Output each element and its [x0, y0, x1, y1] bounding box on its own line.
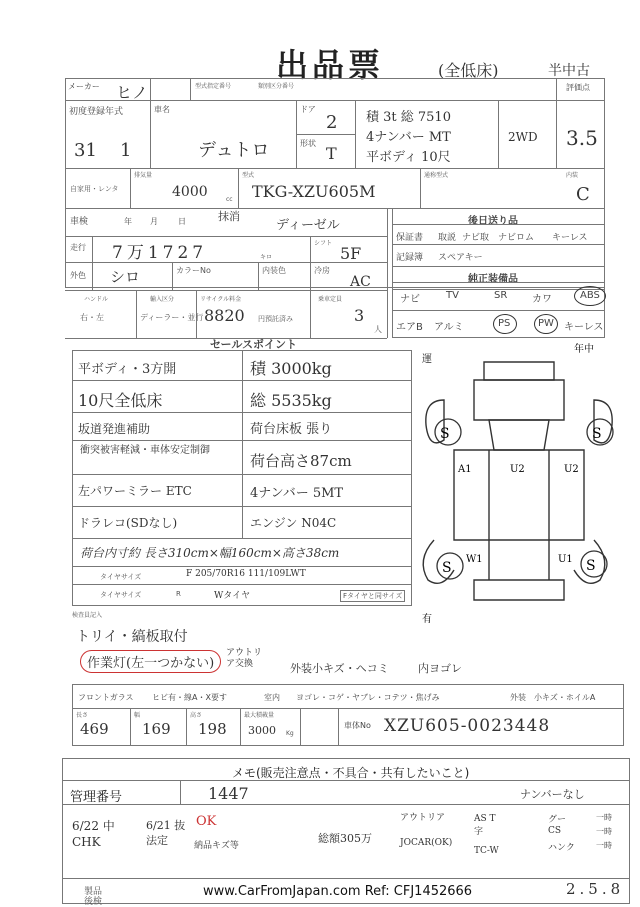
height-value: 198: [198, 720, 227, 738]
title-note: (全低床): [438, 61, 499, 80]
rating-value: 3.5: [566, 126, 598, 150]
recycle-value: 8820: [204, 306, 245, 325]
interior-items: ヨゴレ・コゲ・ヤブレ・コテツ・焦げみ: [296, 693, 440, 702]
inner-rating-label: 内装: [566, 172, 579, 179]
equip-5: ABS: [580, 290, 600, 301]
mgmt-label: 管理番号: [70, 790, 123, 805]
memo-title: メモ(販売注意点・不具合・共有したいこと): [232, 766, 470, 780]
memo-c8: TC-W: [474, 846, 499, 856]
equip-9: PW: [538, 318, 554, 329]
reg-month: 1: [120, 140, 132, 161]
inspector-line-2b: アウトリア交換: [226, 648, 263, 669]
diagram-top-right: 年中: [574, 344, 594, 355]
inner-rating: C: [576, 184, 590, 205]
diagram-top-note: 運: [422, 354, 432, 365]
cargo-dims: 荷台内寸約 長さ310cm×幅160cm×高さ38cm: [80, 546, 340, 560]
width-label: 幅: [134, 712, 141, 719]
sales-title: セールスポイント: [210, 338, 298, 351]
inspection-day: 日: [178, 217, 186, 226]
sales-left-3: 坂道発進補助: [78, 422, 151, 436]
vin-value: XZU605-0023448: [384, 716, 551, 736]
damage-u1: U1: [558, 554, 573, 565]
inspector-line-2: 作業灯(左一つかない): [80, 650, 221, 673]
ac-value: AC: [350, 274, 371, 290]
memo-c12: 一時: [596, 813, 612, 822]
doors-label: ドア: [300, 105, 316, 114]
memo-c11: ハンク: [548, 843, 575, 853]
doors-value: 2: [326, 112, 338, 133]
spec-line-1: 積 3t 総 7510: [366, 110, 451, 125]
back-doc-2: 取説: [438, 233, 457, 243]
bottom-label-2: 後検: [84, 897, 103, 907]
reg-year: 31: [74, 140, 97, 161]
sales-left-2: 10尺全低床: [78, 391, 163, 410]
sales-right-4: 荷台高さ87cm: [250, 452, 352, 470]
sales-left-6: ドラレコ(SDなし): [78, 516, 178, 530]
page-title: 出品票: [276, 46, 385, 84]
drive-type: 2WD: [508, 130, 538, 144]
memo-c7: AS T字: [474, 814, 496, 837]
inspection-sticker: 抹消: [218, 210, 240, 223]
memo-c14: 一時: [596, 841, 612, 850]
memo-c2: 6/21 抜法定: [146, 819, 186, 847]
shape-value: T: [326, 144, 337, 163]
equip-2: TV: [446, 290, 459, 301]
model-code-label: 型式指定番号: [195, 83, 232, 90]
spare-key: スペアキー: [438, 253, 483, 263]
inspector-line-3b: 内ヨゴレ: [418, 662, 462, 675]
mileage-unit: キロ: [260, 254, 273, 261]
sales-left-1: 平ボディ・3方開: [78, 362, 177, 377]
mileage-label: 走行: [70, 243, 86, 252]
memo-c5: アウトリア: [400, 813, 446, 823]
wheel-mark-rl: S: [442, 560, 452, 576]
color-no-label: カラーNo: [176, 266, 211, 275]
recycle-note: 円預託済み: [258, 315, 293, 323]
memo-c9: グー: [548, 815, 567, 825]
front-glass-cats: ヒビ有・線A・X要す: [152, 693, 227, 702]
dealer-import: ディーラー・並行: [140, 313, 204, 322]
width-value: 169: [142, 720, 171, 738]
rating-label: 評価点: [566, 83, 590, 92]
handle-label: ハンドル: [84, 296, 109, 303]
spec-line-2: 4ナンバー MT: [366, 130, 451, 145]
bottom-label-1: 製品: [84, 887, 103, 897]
inspection-month: 月: [150, 217, 158, 226]
mileage-digits: 7万1727: [112, 243, 208, 263]
equip-3: SR: [494, 290, 508, 301]
memo-c10: CS: [548, 826, 562, 836]
load-label: 最大積載量: [244, 712, 275, 719]
equip-10: キーレス: [564, 322, 604, 333]
exterior-label: 外装: [510, 693, 526, 702]
back-doc-4: ナビロム: [498, 233, 535, 243]
tire-front: F 205/70R16 111/109LWT: [186, 569, 306, 579]
damage-u2: U2: [510, 464, 525, 475]
damage-u2-right: U2: [564, 464, 579, 475]
sales-right-2: 総 5535kg: [250, 391, 332, 410]
tire-label: タイヤサイズ: [100, 573, 142, 581]
bottom-number: 2.5.8: [566, 880, 625, 898]
fuel-value: ディーゼル: [276, 218, 340, 233]
memo-c13: 一時: [596, 827, 612, 836]
back-doc-3: ナビ取: [462, 233, 490, 243]
top-right-note: 半中古: [548, 63, 590, 79]
exterior-items: 小キズ・ホイルA: [534, 693, 596, 702]
recycle-label: リサイクル料金: [200, 296, 242, 303]
load-unit: Kg: [286, 730, 294, 737]
cc-unit: cc: [226, 196, 233, 203]
wheel-mark-rr: S: [586, 558, 596, 574]
sales-right-6: エンジン N04C: [250, 516, 337, 530]
spec-line-3: 平ボディ 10尺: [366, 150, 451, 165]
vin-label: 車体No: [344, 721, 371, 730]
maker-value: ヒノ: [116, 83, 148, 102]
memo-c1: 6/22 中 CHK: [72, 819, 115, 849]
displacement: 4000: [172, 184, 208, 200]
memo-c3b: 納品キズ等: [194, 841, 239, 851]
record-label: 記録簿: [396, 253, 424, 263]
tire-label-2: タイヤサイズ: [100, 591, 142, 599]
sales-right-3: 荷台床板 張り: [250, 422, 333, 437]
maker-label: メーカー: [68, 82, 100, 91]
sales-right-5: 4ナンバー 5MT: [250, 486, 344, 501]
height-label: 高さ: [190, 712, 203, 719]
equip-4: カワ: [532, 294, 552, 305]
color-label: 外色: [70, 271, 86, 280]
back-doc-5: キーレス: [552, 233, 588, 243]
capacity-label: 乗車定員: [318, 296, 343, 303]
interior-label: 内装色: [262, 266, 286, 275]
handle-values: 右・左: [80, 313, 104, 322]
sales-left-4: 衝突被害軽減・車体安定制御: [80, 445, 210, 456]
model-value: TKG-XZU605M: [252, 182, 376, 201]
inspection-label: 車検: [70, 217, 89, 227]
private-label: 自家用・レンタ: [70, 185, 119, 193]
modelcheck-label: 通称型式: [424, 172, 449, 179]
load-value: 3000: [248, 724, 276, 737]
capacity-unit: 人: [374, 325, 382, 334]
tire-rear-label: R: [176, 590, 181, 598]
color-value: シロ: [110, 268, 141, 286]
model-label: 型式: [242, 172, 255, 179]
sales-right-1: 積 3000kg: [250, 359, 332, 378]
memo-c6: JOCAR(OK): [400, 838, 453, 848]
memo-c3: OK: [196, 814, 217, 829]
damage-w1: W1: [466, 554, 483, 565]
mgmt-value: 1447: [208, 784, 249, 803]
inspector-label: 検査員記入: [72, 612, 103, 619]
vehicle-damage-diagram: [414, 340, 614, 630]
equip-8: PS: [498, 318, 511, 329]
footer-watermark: www.CarFromJapan.com Ref: CFJ1452666: [200, 884, 475, 899]
displacement-label: 排気量: [134, 172, 153, 179]
inspector-line-3: 外装小キズ・ヘコミ: [290, 662, 389, 675]
interior-label: 室内: [264, 693, 280, 702]
inspector-line-1: トリイ・縞板取付: [76, 629, 188, 645]
back-docs-title: 後日送り品: [468, 216, 518, 227]
equipment-title: 純正装備品: [468, 274, 518, 285]
plate-note: ナンバーなし: [520, 788, 585, 801]
tire-note: Fタイヤと同サイズ: [340, 590, 405, 602]
sales-left-5: 左パワーミラー ETC: [78, 484, 192, 498]
capacity-value: 3: [354, 306, 365, 325]
inspection-year: 年: [124, 217, 132, 226]
length-value: 469: [80, 720, 109, 738]
car-name-label: 車名: [154, 105, 170, 114]
diagram-side: 有: [422, 614, 432, 625]
car-name: デュトロ: [198, 140, 270, 161]
shift-value: 5F: [340, 244, 362, 263]
length-label: 長さ: [76, 712, 89, 719]
first-reg-label: 初度登録年式: [69, 107, 124, 117]
front-glass-label: フロントガラス: [78, 693, 134, 702]
type-code-label: 類別区分番号: [258, 83, 295, 90]
shape-label: 形状: [300, 139, 316, 148]
wheel-mark-fl: S: [440, 426, 450, 442]
shift-label: シフト: [314, 240, 333, 247]
import-label: 輸入区分: [150, 296, 175, 303]
ac-label: 冷房: [314, 266, 330, 275]
memo-c4: 総額305万: [318, 832, 372, 845]
equip-7: アルミ: [434, 322, 464, 333]
wheel-mark-fr: S: [592, 426, 602, 442]
equip-6: エアB: [396, 322, 423, 333]
back-doc-1: 保証書: [396, 233, 424, 243]
tire-rear: Wタイヤ: [214, 591, 251, 601]
damage-a1: A1: [458, 464, 472, 475]
equip-1: ナビ: [400, 294, 420, 305]
